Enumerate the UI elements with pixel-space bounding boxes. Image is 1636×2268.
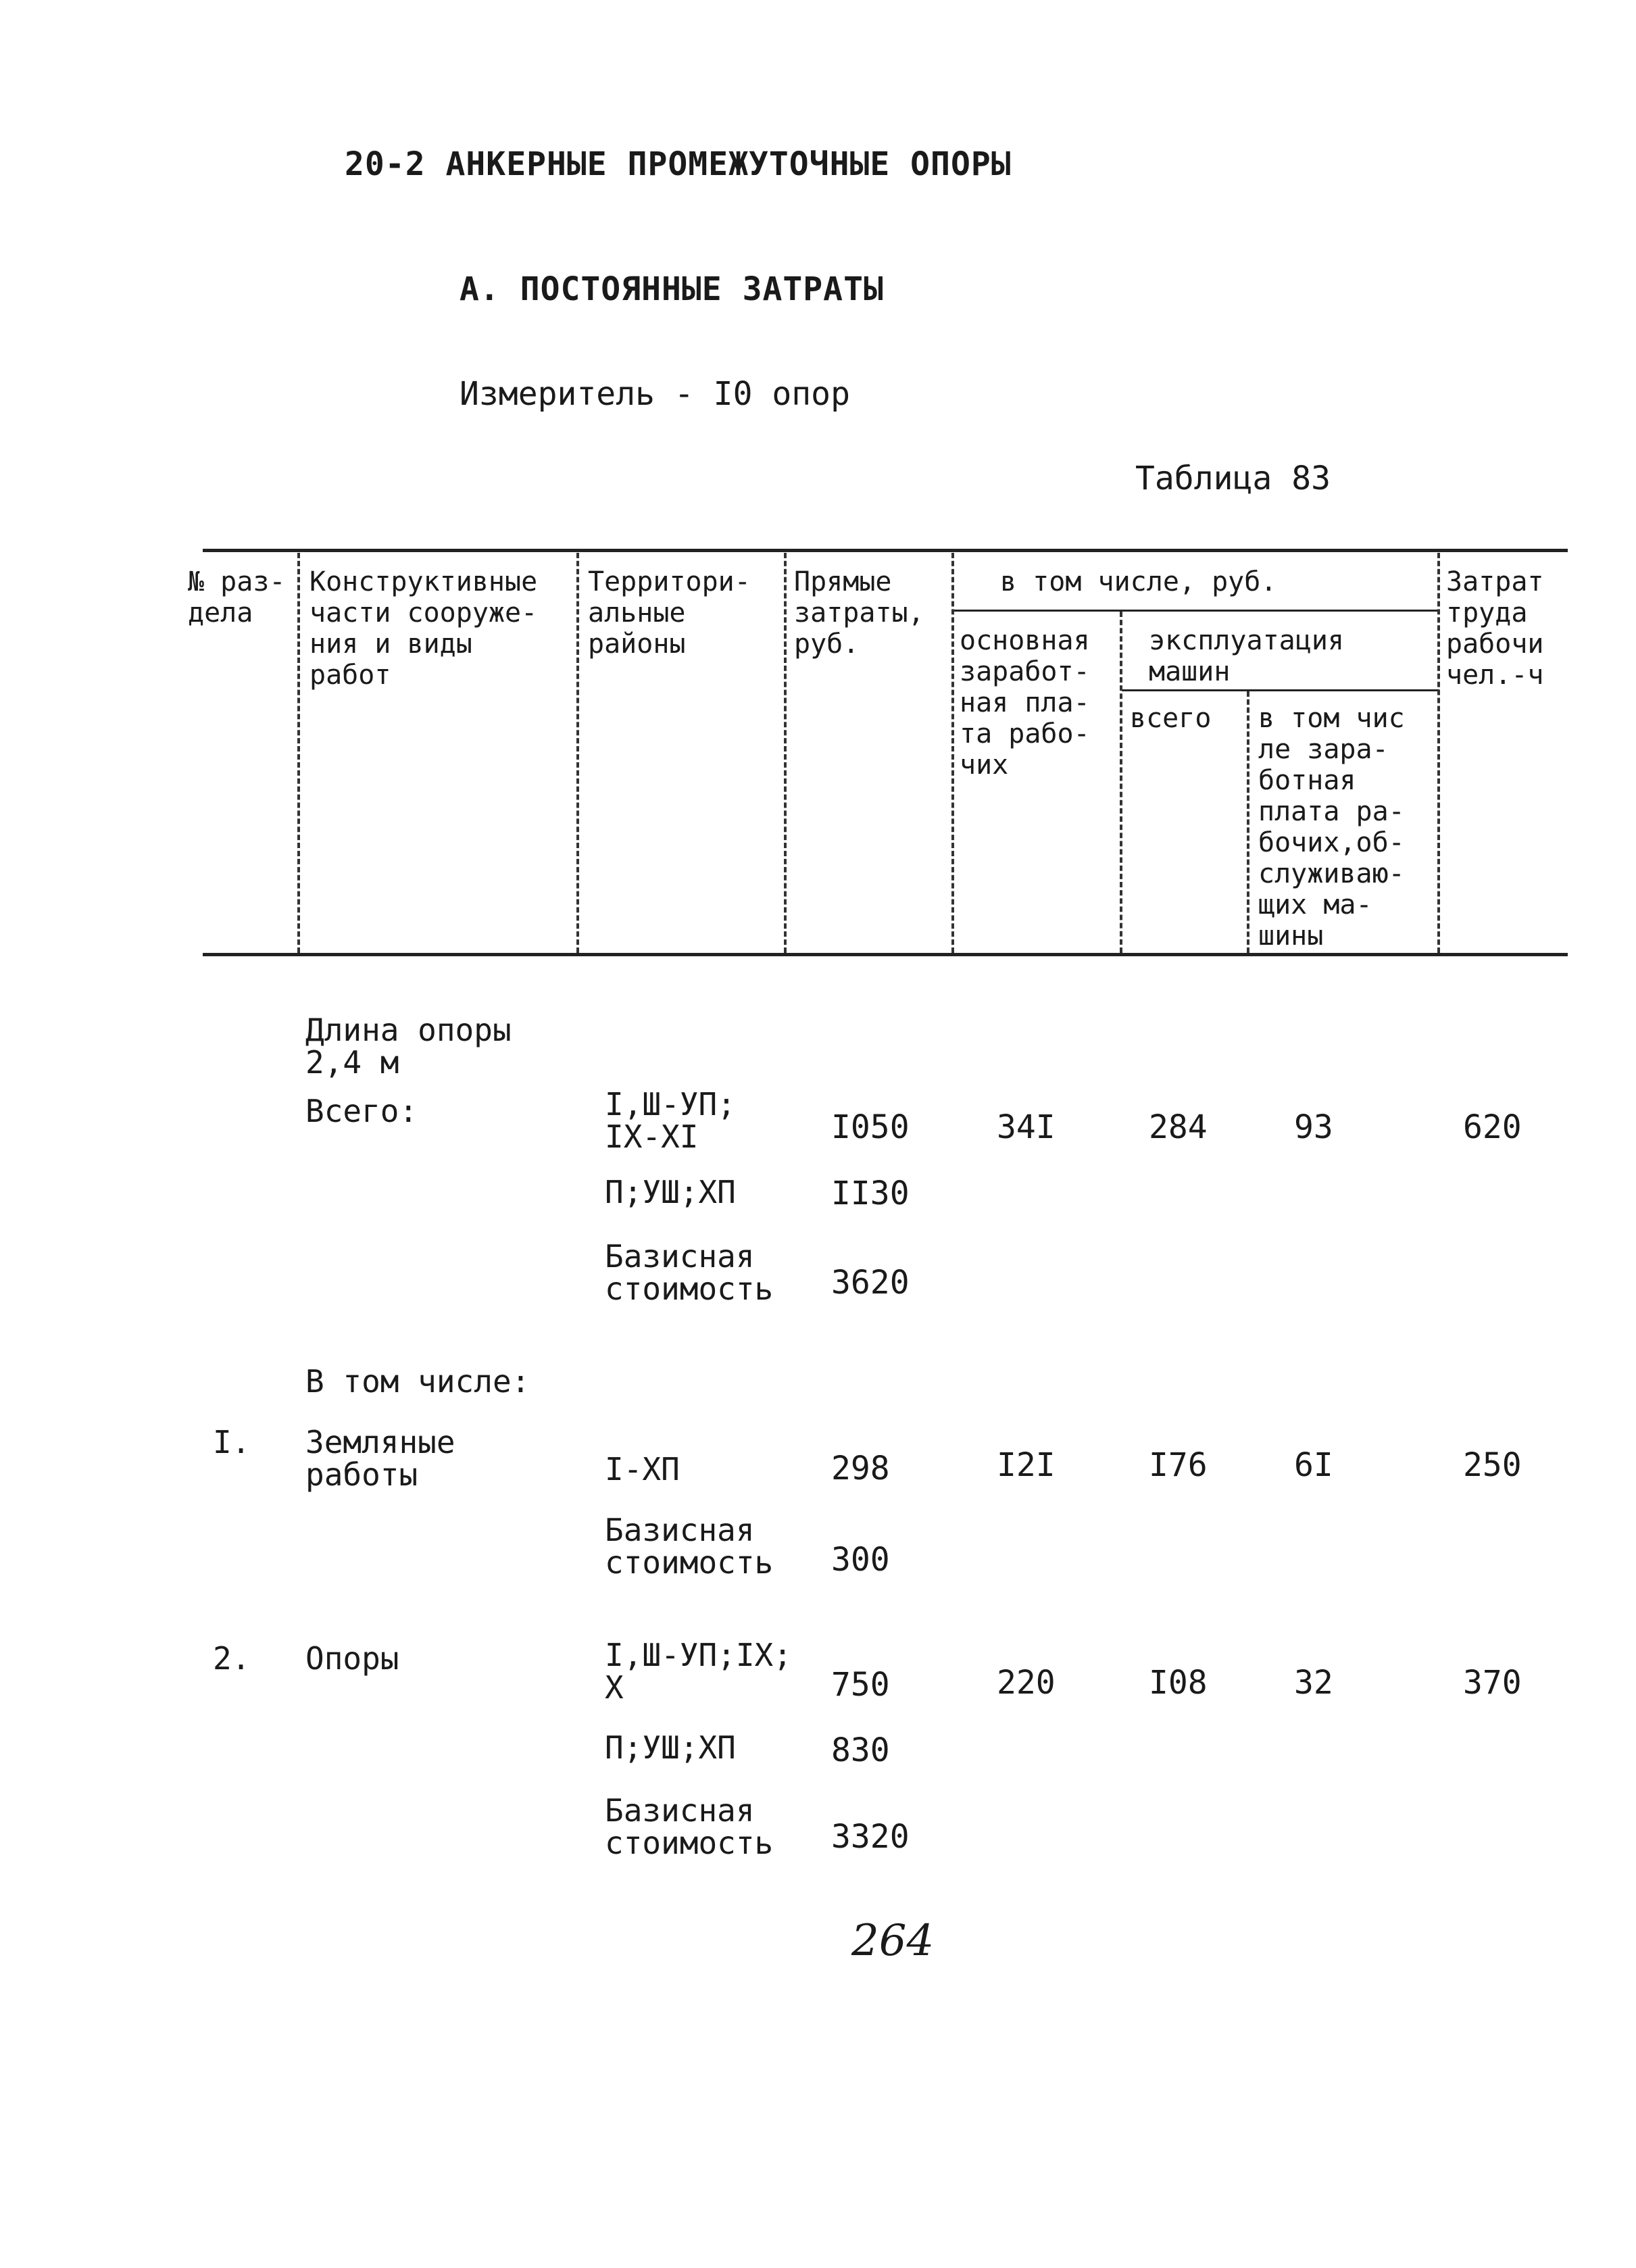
item-1-row-1-labor: 250 — [1463, 1446, 1522, 1484]
total-row-1-mach-wages: 93 — [1294, 1108, 1333, 1146]
total-row-3-region: Базисная стоимость — [605, 1238, 774, 1307]
col-divider-4 — [951, 553, 957, 953]
header-including-group: в том числе, руб. — [1000, 566, 1277, 597]
item-1-row-2-direct: 300 — [831, 1541, 890, 1579]
incl-group-rule — [953, 610, 1439, 612]
total-row-2-region: П;УШ;XП — [605, 1174, 736, 1210]
item-2-row-1-direct: 750 — [831, 1666, 890, 1704]
total-row-1-labor: 620 — [1463, 1108, 1522, 1146]
including-label: В том числе: — [305, 1363, 530, 1400]
item-2-row-2-region: П;УШ;XП — [605, 1729, 736, 1766]
item-1-row-1-mach-wages: 6I — [1294, 1446, 1333, 1484]
item-1-row-1-wages: I2I — [997, 1446, 1056, 1484]
header-machines-total: всего — [1130, 703, 1212, 734]
header-direct-costs: Прямые затраты, руб. — [794, 566, 924, 660]
total-label: Всего: — [305, 1093, 418, 1129]
col-divider-2 — [576, 553, 582, 953]
item-1-row-1-direct: 298 — [831, 1450, 890, 1487]
item-1-row-2-region: Базисная стоимость — [605, 1512, 774, 1581]
col-divider-5 — [1120, 612, 1125, 953]
machines-group-rule — [1122, 689, 1439, 691]
total-row-1-wages: 34I — [997, 1108, 1056, 1146]
block-header: Длина опоры 2,4 м — [305, 1012, 512, 1081]
item-1-row-1-mach-total: I76 — [1149, 1446, 1208, 1484]
header-labor: Затрат труда рабочи чел.-ч — [1446, 566, 1544, 691]
header-base-wages: основная заработ- ная пла- та рабо- чих — [960, 625, 1090, 781]
item-2-row-3-region: Базисная стоимость — [605, 1792, 774, 1861]
col-divider-3 — [784, 553, 789, 953]
table-header-bottom-rule — [203, 953, 1568, 956]
total-row-2-direct: II30 — [831, 1175, 910, 1212]
header-machines-group: эксплуатация машин — [1149, 625, 1344, 687]
total-row-1-mach-total: 284 — [1149, 1108, 1208, 1146]
total-row-1-region: I,Ш-УП; IX-XI — [605, 1086, 736, 1155]
header-regions: Территори- альные районы — [588, 566, 751, 660]
header-machines-wages: в том чис ле зара- ботная плата ра- бочих,об- служиваю- щих ма- шины — [1258, 703, 1405, 952]
item-2-row-1-region: I,Ш-УП;IX; X — [605, 1637, 792, 1706]
col-divider-7 — [1437, 553, 1443, 953]
section-title: 20-2 АНКЕРНЫЕ ПРОМЕЖУТОЧНЫЕ ОПОРЫ — [345, 145, 1012, 183]
col-divider-6 — [1247, 691, 1252, 953]
table-top-rule — [203, 549, 1568, 552]
subsection-title: А. ПОСТОЯННЫЕ ЗАТРАТЫ — [460, 270, 884, 308]
item-2-row-1-mach-total: I08 — [1149, 1664, 1208, 1702]
item-2-name: Опоры — [305, 1640, 399, 1677]
item-2-number: 2. — [213, 1640, 251, 1677]
item-1-name: Земляные работы — [305, 1424, 455, 1493]
item-2-row-1-labor: 370 — [1463, 1664, 1522, 1702]
measure-text: Измеритель - I0 опор — [460, 375, 850, 413]
item-1-row-1-region: I-XП — [605, 1451, 680, 1487]
header-structural-parts: Конструктивные части сооруже- ния и виды работ — [309, 566, 538, 691]
header-section-number: № раз- дела — [188, 566, 286, 628]
total-row-1-direct: I050 — [831, 1108, 910, 1146]
item-2-row-1-mach-wages: 32 — [1294, 1664, 1333, 1702]
item-1-number: I. — [213, 1424, 251, 1460]
col-divider-1 — [297, 553, 303, 953]
item-2-row-3-direct: 3320 — [831, 1818, 910, 1856]
item-2-row-2-direct: 830 — [831, 1731, 890, 1769]
total-row-3-direct: 3620 — [831, 1264, 910, 1302]
page-number: 264 — [851, 1916, 935, 1966]
table-label: Таблица 83 — [1135, 460, 1331, 497]
item-2-row-1-wages: 220 — [997, 1664, 1056, 1702]
